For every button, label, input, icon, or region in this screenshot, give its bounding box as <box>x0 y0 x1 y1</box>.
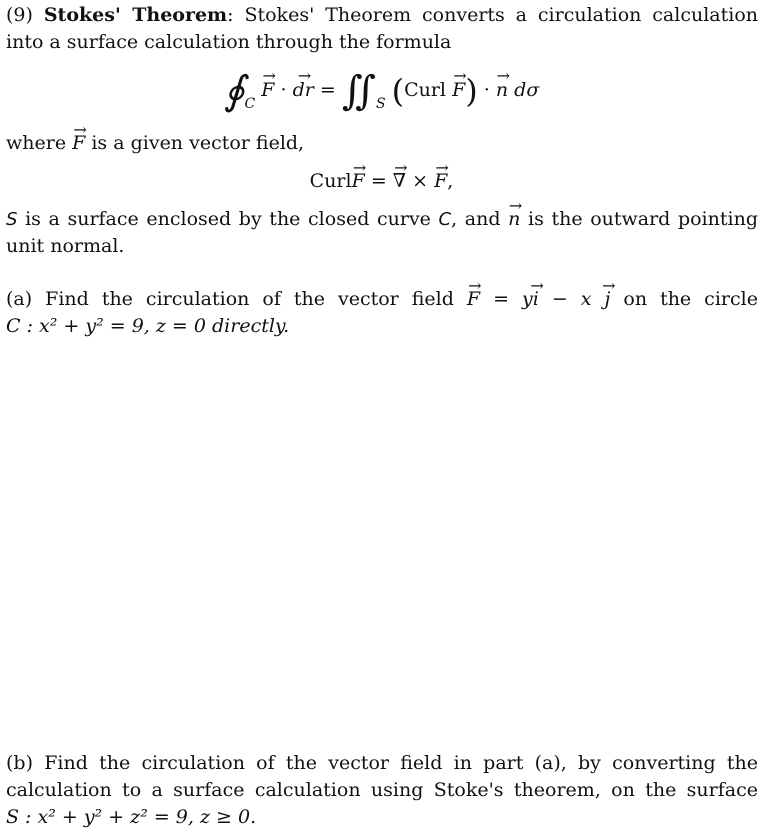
part-a-label: (a) <box>6 288 33 310</box>
problem-intro-line2 <box>6 29 758 56</box>
part-a-line1: (a) Find the circulation of the vector field → F = y→ i − x → j on the circle <box>6 286 758 313</box>
part-b-line3 <box>6 804 758 831</box>
curl-text: Curl <box>404 79 447 101</box>
surface-description-line2: unit normal. <box>6 235 125 257</box>
problem-title: Stokes' Theorem <box>43 4 228 26</box>
part-b-surface: S : x² + y² + z² = 9, z ≥ 0. <box>6 806 257 828</box>
surface-integral-symbol: ∬ <box>341 68 376 114</box>
part-a-curve: C : x² + y² = 9, z = 0 directly. <box>6 315 290 337</box>
contour-subscript: C <box>244 96 256 112</box>
where-line: where → F is a given vector field, <box>6 130 758 157</box>
curve-symbol: C <box>438 209 452 230</box>
problem-intro-line1: (9) Stokes' Theorem: Stokes' Theorem converts a circulation calculation <box>6 4 758 26</box>
part-a-line2 <box>6 313 758 340</box>
surface-symbol: S <box>6 209 18 230</box>
problem-number: (9) <box>6 4 33 26</box>
curl-field-vector: → F <box>452 62 465 118</box>
dsigma: dσ <box>514 79 540 101</box>
part-b-line2: calculation to a surface calculation using Stoke's theorem, on the surface <box>6 779 758 801</box>
field-vector: → F <box>261 62 274 118</box>
field-vector-inline: → F <box>72 130 85 157</box>
part-b-label: (b) <box>6 752 33 774</box>
intro-text-1: Stokes' Theorem converts a circulation calculation <box>244 4 758 26</box>
dr-vector: → dr <box>293 62 314 118</box>
contour-integral-symbol: ∮ <box>223 68 245 114</box>
nabla-vector: → ∇ <box>393 168 406 195</box>
part-b-line1: (b) Find the circulation of the vector field in part (a), by converting the <box>6 752 758 774</box>
normal-vector: → n <box>496 62 508 118</box>
surface-description-line1: S is a surface enclosed by the closed curve C, and → n is the outward pointing <box>6 206 758 233</box>
curl-definition: Curl→ F = → ∇ × → F, <box>0 168 763 195</box>
surface-subscript: S <box>375 96 386 112</box>
normal-vector-inline: → n <box>508 206 520 233</box>
stokes-formula: $∮_C \to F$ · → dr = $∬_S$ (Curl → F) · → n dσ <box>0 62 763 118</box>
intro-text-2: into a surface calculation through the formula <box>6 31 452 53</box>
